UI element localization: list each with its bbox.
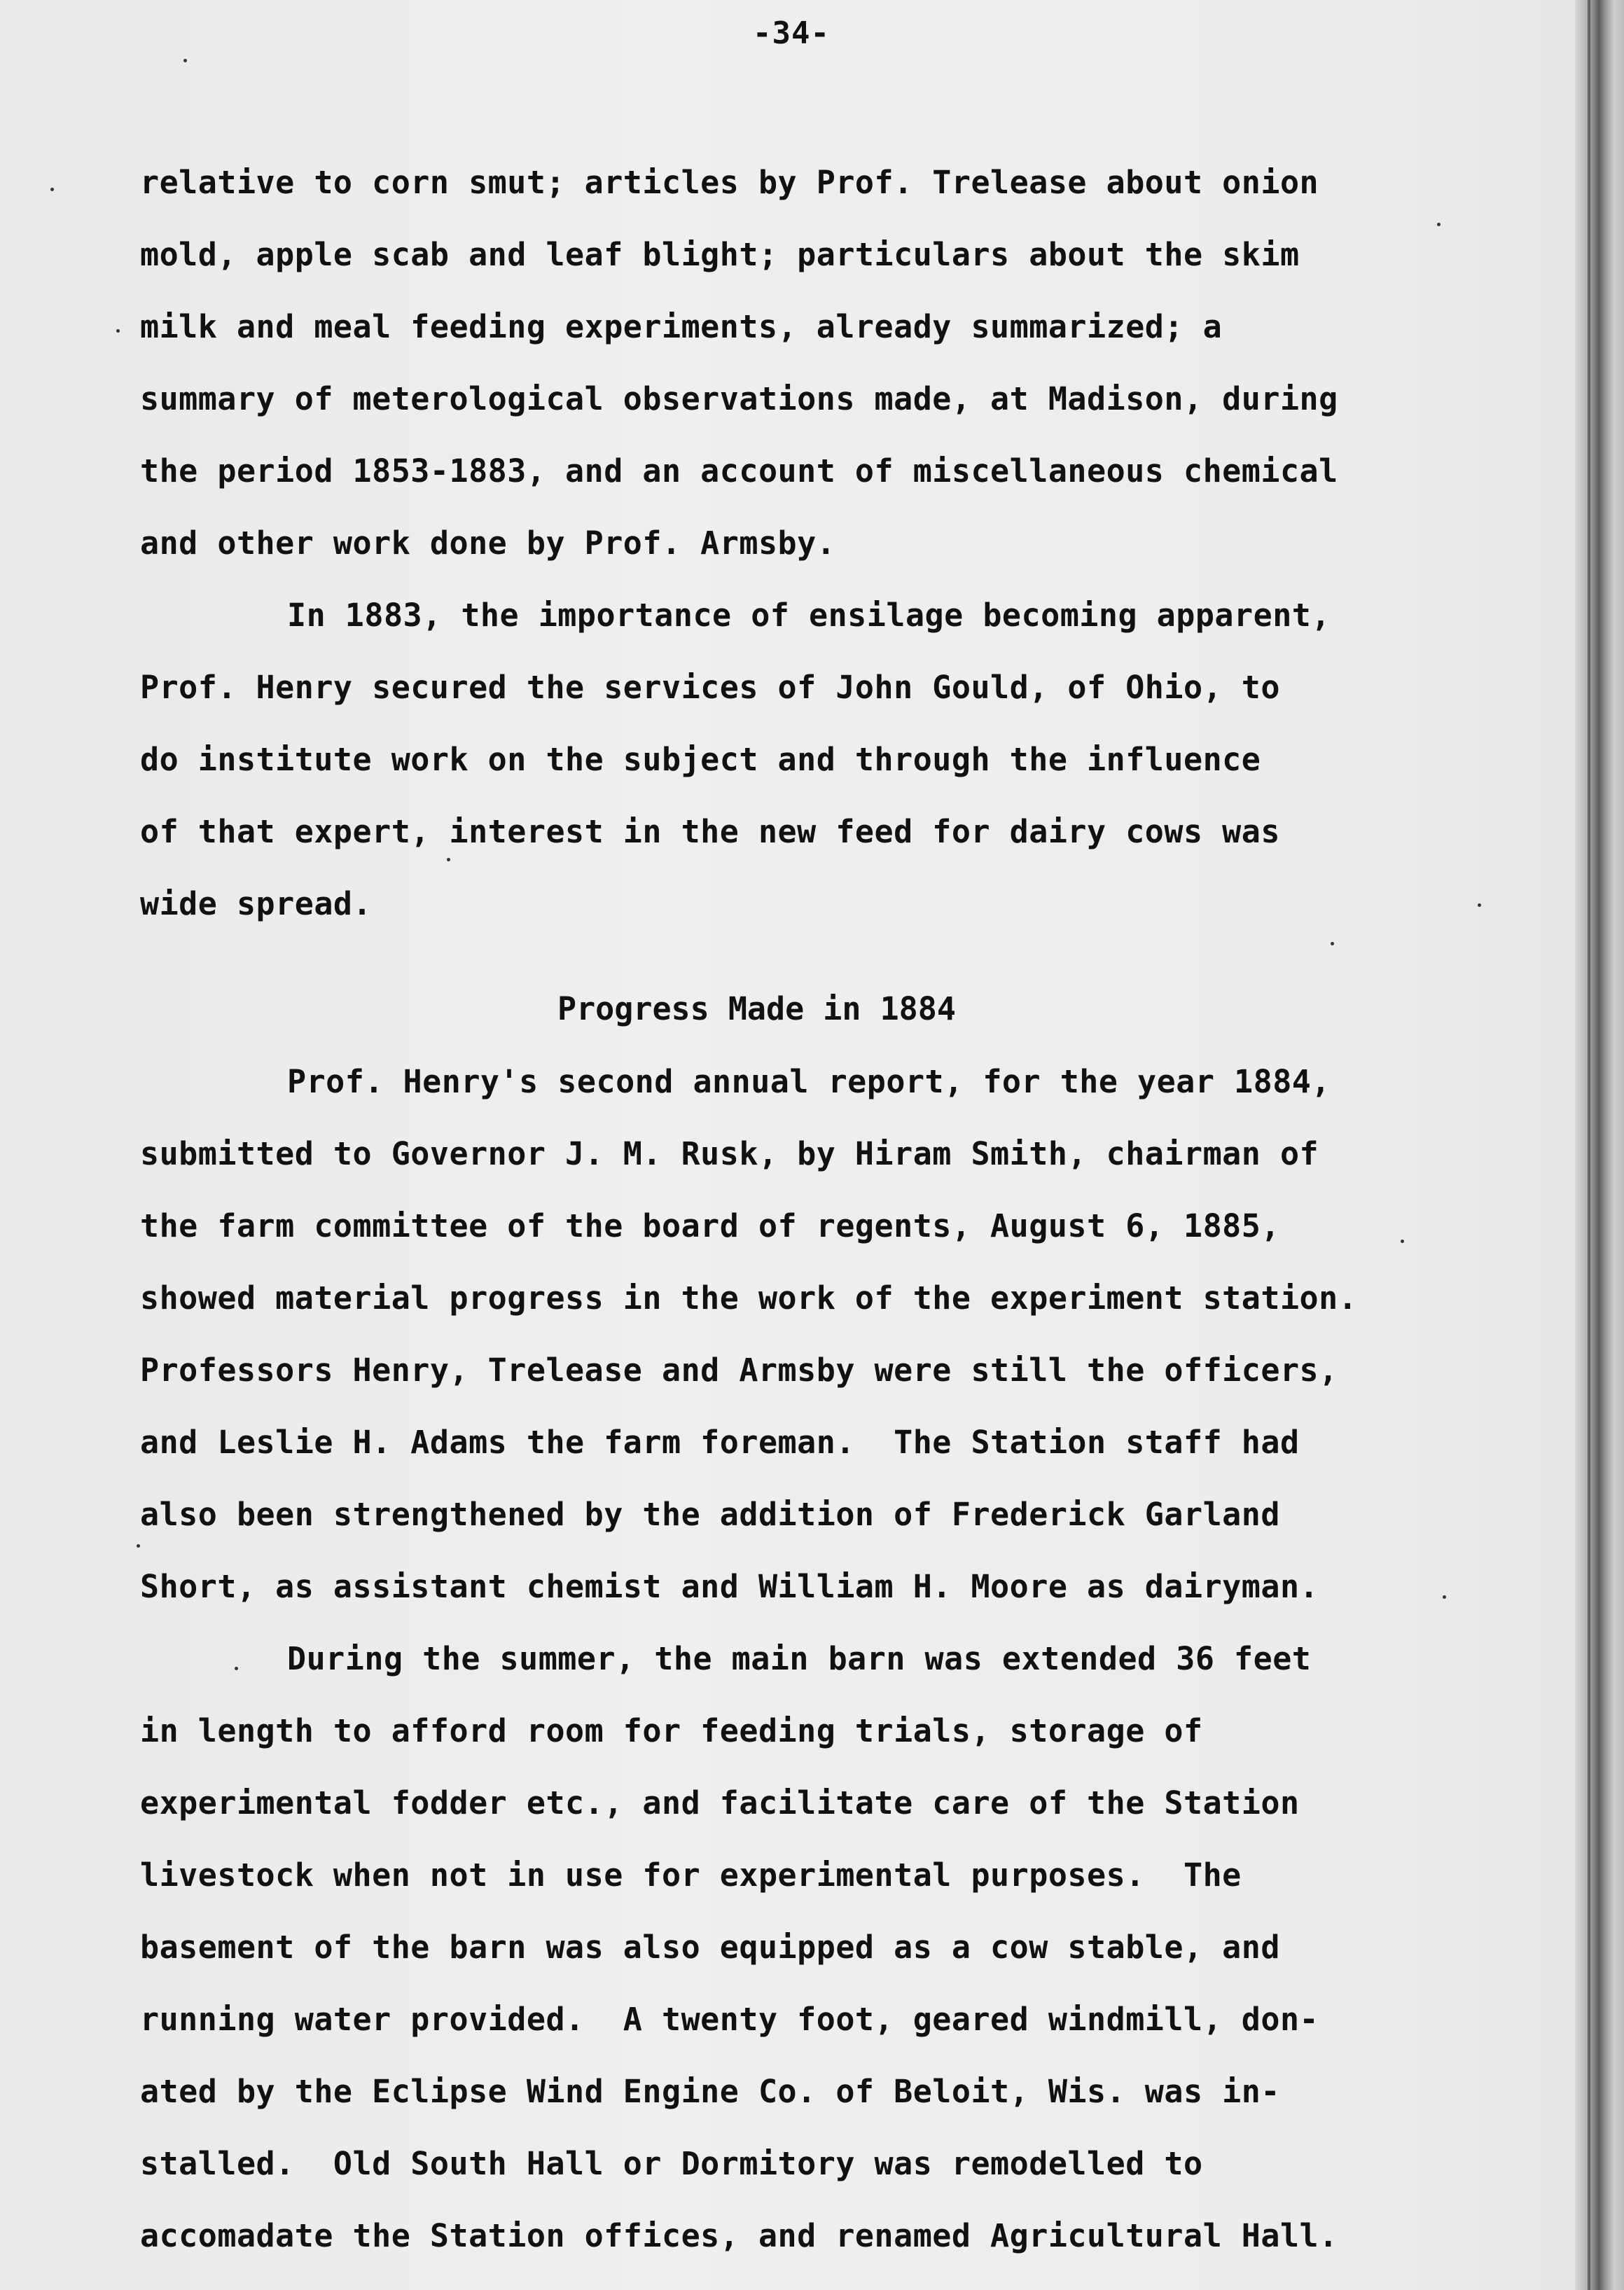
paragraph-2-line-4: of that expert, interest in the new feed for dairy cows was (140, 813, 1280, 850)
scan-speck (183, 59, 187, 62)
paragraph-1-line-3: milk and meal feeding experiments, already summarized; a (140, 308, 1223, 345)
paragraph-1-line-5: the period 1853-1883, and an account of miscellaneous chemical (140, 452, 1338, 490)
scan-speck (1331, 942, 1334, 945)
paragraph-4-line-6: running water provided. A twenty foot, geared windmill, don- (140, 2001, 1319, 2038)
paragraph-2-line-2: Prof. Henry secured the services of John Gould, of Ohio, to (140, 669, 1280, 706)
scan-speck (1478, 903, 1481, 907)
scan-speck (235, 1667, 238, 1670)
paragraph-3-line-1: Prof. Henry's second annual report, for the year 1884, (287, 1063, 1331, 1100)
paragraph-4-line-1: During the summer, the main barn was extended 36 feet (287, 1640, 1312, 1677)
paragraph-3-line-5: Professors Henry, Trelease and Armsby were still the officers, (140, 1352, 1338, 1389)
paragraph-3-line-8: Short, as assistant chemist and William H. Moore as dairyman. (140, 1568, 1319, 1605)
page-number: -34- (753, 15, 830, 51)
scan-speck (447, 858, 450, 861)
paragraph-3-line-6: and Leslie H. Adams the farm foreman. The Station staff had (140, 1424, 1300, 1461)
paragraph-2-line-5: wide spread. (140, 885, 373, 922)
paragraph-4-line-5: basement of the barn was also equipped as a cow stable, and (140, 1929, 1280, 1966)
scan-speck (116, 329, 120, 333)
paragraph-4-line-7: ated by the Eclipse Wind Engine Co. of Beloit, Wis. was in- (140, 2073, 1280, 2110)
paragraph-4-line-2: in length to afford room for feeding trials, storage of (140, 1712, 1203, 1749)
scan-speck (1443, 1595, 1446, 1599)
paragraph-3-line-7: also been strengthened by the addition of Frederick Garland (140, 1496, 1280, 1533)
paragraph-1-line-6: and other work done by Prof. Armsby. (140, 525, 836, 562)
scan-edge-line (1588, 0, 1590, 2290)
paragraph-1-line-4: summary of meterological observations made, at Madison, during (140, 380, 1338, 417)
paragraph-3-line-2: submitted to Governor J. M. Rusk, by Hiram Smith, chairman of (140, 1135, 1319, 1172)
scan-speck (50, 188, 54, 191)
paragraph-4-line-9: accomadate the Station offices, and renamed Agricultural Hall. (140, 2217, 1338, 2254)
paragraph-4-line-4: livestock when not in use for experimental purposes. The (140, 1857, 1242, 1894)
paragraph-1-line-2: mold, apple scab and leaf blight; particulars about the skim (140, 236, 1300, 273)
paragraph-4-line-8: stalled. Old South Hall or Dormitory was remodelled to (140, 2145, 1203, 2182)
paragraph-2-line-3: do institute work on the subject and through the influence (140, 741, 1261, 778)
paragraph-3-line-4: showed material progress in the work of the experiment station. (140, 1279, 1358, 1317)
paragraph-4-line-3: experimental fodder etc., and facilitate care of the Station (140, 1784, 1300, 1821)
scan-speck (1437, 223, 1441, 226)
section-heading: Progress Made in 1884 (557, 990, 956, 1027)
paragraph-3-line-3: the farm committee of the board of regents, August 6, 1885, (140, 1207, 1280, 1244)
paragraph-1-line-1: relative to corn smut; articles by Prof. Trelease about onion (140, 164, 1319, 201)
scan-speck (137, 1544, 140, 1548)
scan-edge (1575, 0, 1624, 2290)
scan-speck (1401, 1240, 1404, 1243)
paragraph-2-line-1: In 1883, the importance of ensilage becoming apparent, (287, 597, 1331, 634)
